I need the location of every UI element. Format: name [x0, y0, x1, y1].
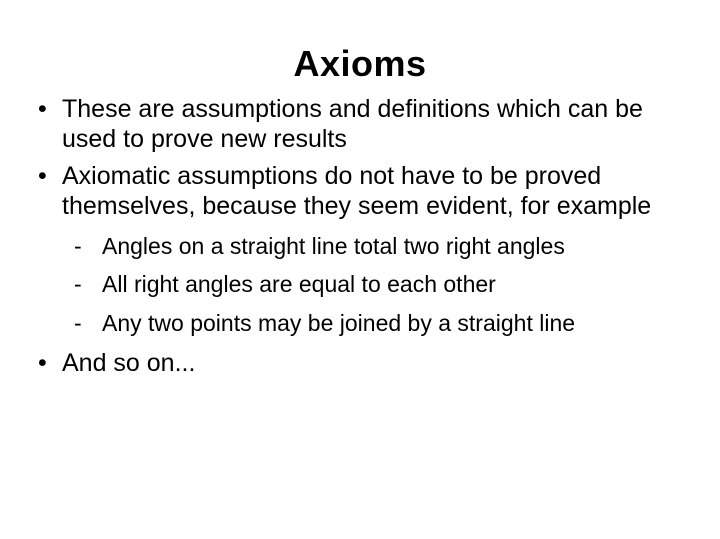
- sub-list-item-text: All right angles are equal to each other: [102, 271, 496, 298]
- list-item: [24, 161, 696, 222]
- bullet-marker-icon: •: [38, 94, 47, 123]
- list-item: [24, 94, 696, 155]
- list-item-text: These are assumptions and definitions which can be used to prove new results: [62, 94, 643, 154]
- dash-marker-icon: -: [74, 310, 82, 337]
- dash-marker-icon: -: [74, 271, 82, 298]
- slide-body-list: [24, 94, 696, 379]
- list-item-text: And so on...: [62, 348, 196, 377]
- list-item-text: Axiomatic assumptions do not have to be proved themselves, because they seem evident, for example: [62, 161, 652, 221]
- sub-list-item-text: Any two points may be joined by a straight line: [102, 310, 576, 337]
- bullet-marker-icon: •: [38, 161, 47, 190]
- sub-list-item: [24, 270, 696, 299]
- sub-list-item: [24, 309, 696, 338]
- list-item: [24, 348, 696, 379]
- dash-marker-icon: -: [74, 232, 82, 259]
- slide-sub-list: [24, 232, 696, 338]
- sub-list-item: [24, 232, 696, 261]
- page-title: Axioms: [293, 43, 427, 84]
- sub-list-item-text: Angles on a straight line total two right angles: [102, 232, 565, 259]
- bullet-marker-icon: •: [38, 348, 47, 377]
- sub-list-container: [24, 228, 696, 338]
